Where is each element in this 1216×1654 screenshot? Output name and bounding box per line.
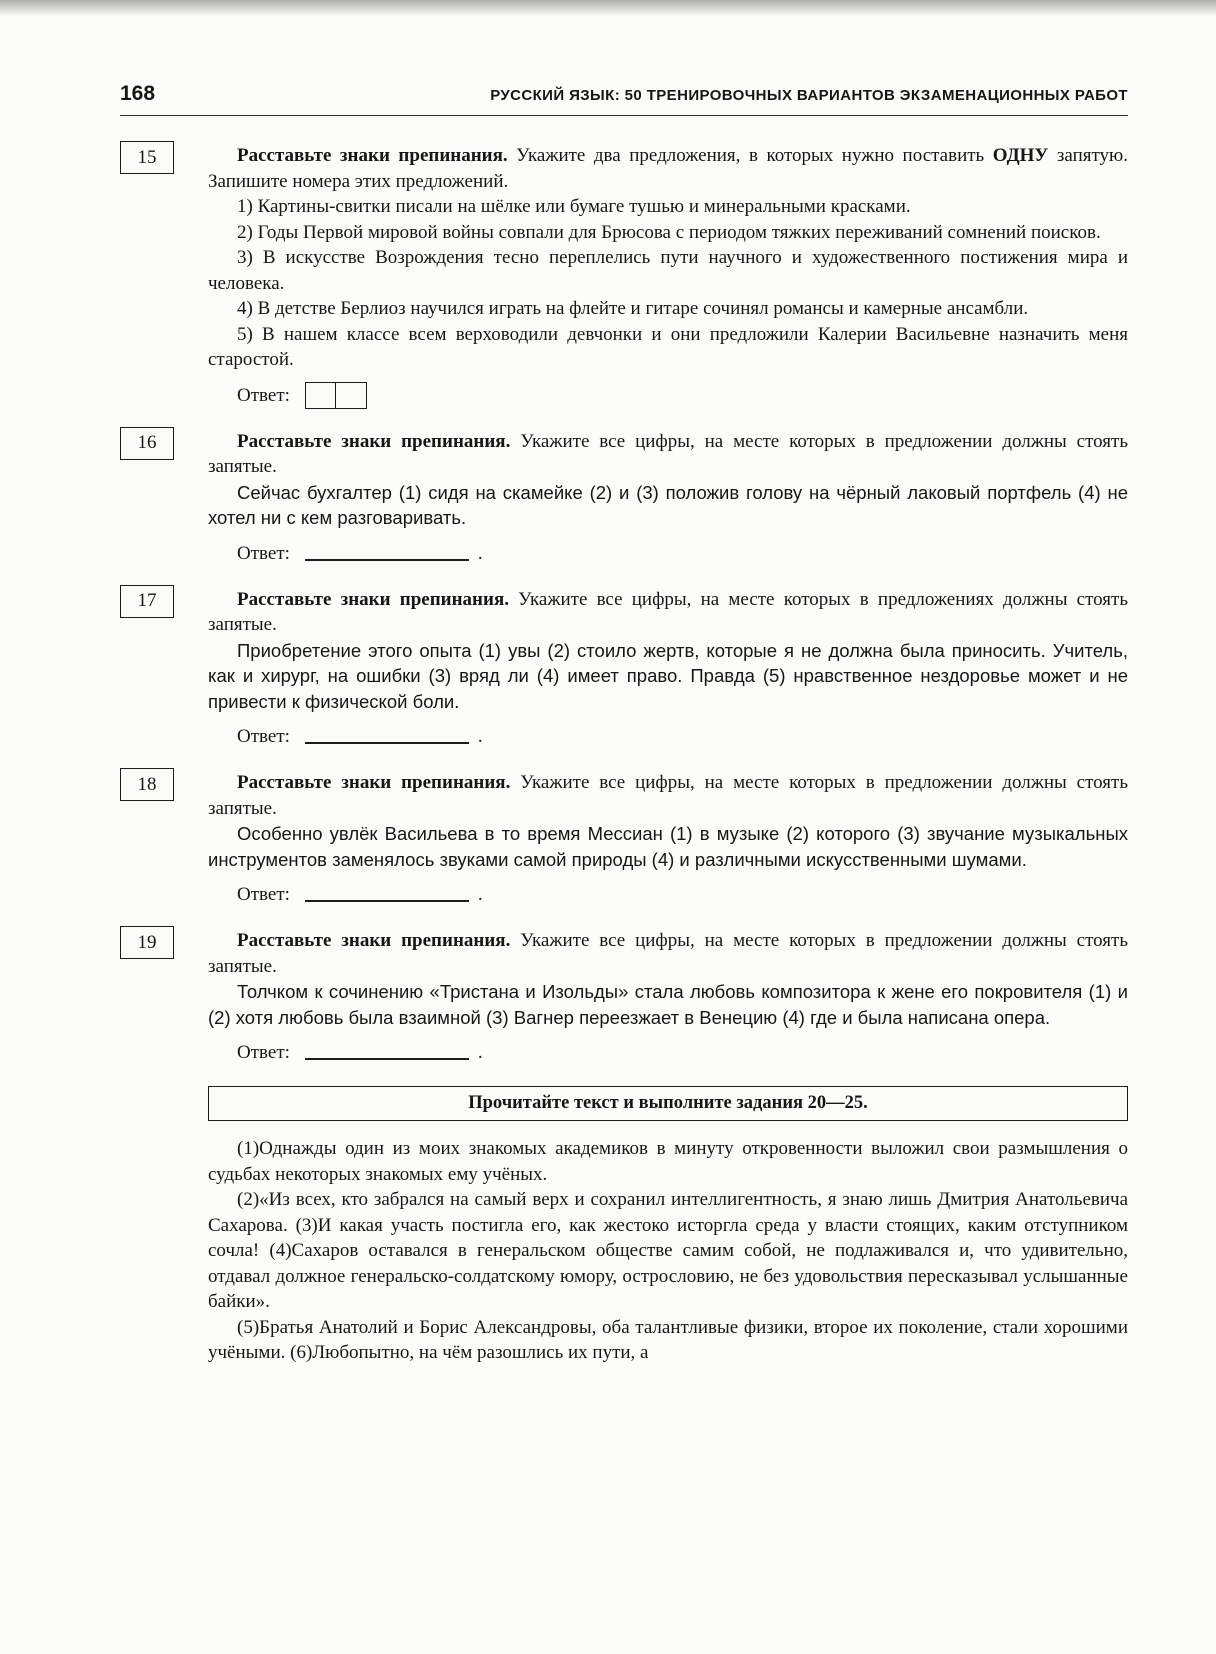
task-18-instruction-bold: Расставьте знаки препинания. <box>237 772 511 793</box>
task-18-instruction <box>208 770 1128 821</box>
task-19-answer-row <box>208 1039 1128 1066</box>
task-15-content <box>208 143 1128 409</box>
task-16 <box>120 429 1128 567</box>
task-19-content <box>208 928 1128 1066</box>
page-header <box>120 82 1128 106</box>
task-17-answer-blank-line <box>305 729 469 744</box>
task-18-content <box>208 770 1128 908</box>
task-16-answer-suffix: . <box>477 542 483 564</box>
task-17-instruction-rest: Укажите все цифры, на месте которых в предложениях должны стоять запятые. <box>208 588 1128 635</box>
task-19-instruction-bold: Расставьте знаки препинания. <box>237 930 511 951</box>
task-18-number-box <box>120 768 174 801</box>
task-19-instruction <box>208 928 1128 979</box>
task-15-answer-row <box>208 382 1128 409</box>
task-17-number-column <box>120 587 208 751</box>
task-19-answer-suffix: . <box>477 1042 483 1063</box>
reading-section <box>208 1086 1128 1366</box>
task-15-answer-cell-1 <box>305 382 336 409</box>
task-17-answer-suffix: . <box>477 726 483 747</box>
task-16-number-column <box>120 429 208 567</box>
task-15-number: 15 <box>137 146 157 168</box>
scan-edge-shadow <box>0 0 1216 16</box>
task-16-content <box>208 429 1128 567</box>
reading-paragraph-2: (2)«Из всех, кто забрался на самый верх и сохранил интеллигентность, я знаю лишь Дмитрия Анатольевича Сахарова. (3)И какая участь постигла его, как жестоко исторгла среда у власти стоящих, каким отступником сочла! (4)Сахаров оставался в генеральском обществе самим собой, не подлаживался и, что удивительно, отдавал должное генеральско-солдатскому юмору, острословию, не без удовольствия пересказывал услышанные байки». <box>208 1189 1128 1312</box>
task-16-instruction-rest: Укажите все цифры, на месте которых в предложении должны стоять запятые. <box>208 430 1128 477</box>
page-number: 168 <box>120 82 156 105</box>
task-16-sentence: Сейчас бухгалтер (1) сидя на скамейке (2) и (3) положив голову на чёрный лаковый портфель (4) не хотел ни с кем разговаривать. <box>208 481 1128 528</box>
task-19-sentence: Толчком к сочинению «Тристана и Изольды» стала любовь композитора к жене его покровителя (1) и (2) хотя любовь была взаимной (3) Вагнер переезжает в Венецию (4) где и была написана опера. <box>208 981 1128 1028</box>
task-19-answer-blank-line <box>305 1045 469 1060</box>
task-17-instruction-bold: Расставьте знаки препинания. <box>237 588 509 610</box>
task-15-instruction-mid: Укажите два предложения, в которых нужно поставить <box>507 145 993 166</box>
task-17-number: 17 <box>137 590 157 611</box>
task-17-number-box <box>120 585 174 618</box>
task-17-sentence: Приобретение этого опыта (1) увы (2) стоило жертв, которые я не должна была приносить. Учитель, как и хирург, на ошибки (3) вряд ли (4) имеет право. Правда (5) нравственное нездоровье может и не привести к физической боли. <box>208 639 1128 712</box>
reading-instruction: Прочитайте текст и выполните задания 20—25. <box>468 1093 868 1113</box>
task-15-instruction-emphasis: ОДНУ <box>992 145 1049 166</box>
task-16-number: 16 <box>137 432 157 453</box>
task-15-option-1: 1) Картины-свитки писали на шёлке или бумаге тушью и минеральными красками. <box>237 196 911 217</box>
task-17-instruction <box>208 587 1128 638</box>
task-15-instruction-end: запятую. Запишите номера этих предложений. <box>208 145 1128 192</box>
task-18-sentence: Особенно увлёк Васильева в то время Мессиан (1) в музыке (2) которого (3) звучание музыкальных инструментов заменялось звуками самой природы (4) и различными искусственными шумами. <box>208 823 1128 870</box>
task-15-answer-label: Ответ: <box>237 384 290 406</box>
task-16-answer-blank-line <box>305 546 469 561</box>
task-16-answer-row <box>208 540 1128 567</box>
task-18-instruction-rest: Укажите все цифры, на месте которых в предложении должны стоять запятые. <box>208 772 1128 819</box>
task-16-instruction-bold: Расставьте знаки препинания. <box>237 430 511 452</box>
reading-instruction-box <box>208 1086 1128 1121</box>
task-15-option-4: 4) В детстве Берлиоз научился играть на флейте и гитаре сочинял романсы и камерные ансамбли. <box>237 298 1029 319</box>
task-18-answer-suffix: . <box>477 884 483 905</box>
task-17-content <box>208 587 1128 751</box>
task-17-answer-label: Ответ: <box>237 726 290 747</box>
task-19-instruction-rest: Укажите все цифры, на месте которых в предложении должны стоять запятые. <box>208 930 1128 977</box>
task-15-number-box <box>120 141 174 174</box>
task-17-answer-row <box>208 723 1128 750</box>
task-15-instruction <box>208 143 1128 194</box>
task-18-number: 18 <box>137 773 157 795</box>
task-18-number-column <box>120 770 208 908</box>
task-19-number-column <box>120 928 208 1066</box>
task-17 <box>120 587 1128 751</box>
task-19-number: 19 <box>137 931 157 953</box>
task-16-number-box <box>120 427 174 460</box>
reading-paragraph-3: (5)Братья Анатолий и Борис Александровы, оба талантливые физики, второе их поколение, стали хорошими учёными. (6)Любопытно, на чём разошлись их пути, а <box>208 1316 1128 1363</box>
task-18-answer-blank-line <box>305 887 469 902</box>
task-15-option-5: 5) В нашем классе всем верховодили девчонки и они предложили Калерии Васильевне назначить меня старостой. <box>208 323 1128 370</box>
task-18-answer-row <box>208 881 1128 908</box>
task-16-instruction <box>208 429 1128 480</box>
task-15-answer-cell-2 <box>336 382 367 409</box>
task-19 <box>120 928 1128 1066</box>
reading-paragraph-1: (1)Однажды один из моих знакомых академиков в минуту откровенности выложил свои размышления о судьбах некоторых знакомых ему учёных. <box>208 1138 1128 1185</box>
task-18 <box>120 770 1128 908</box>
task-15 <box>120 143 1128 409</box>
task-18-answer-label: Ответ: <box>237 884 290 905</box>
task-16-answer-label: Ответ: <box>237 542 290 564</box>
task-15-option-2: 2) Годы Первой мировой войны совпали для Брюсова с периодом тяжких переживаний сомнений поисков. <box>237 221 1101 243</box>
task-15-answer-boxes <box>305 382 367 409</box>
header-rule <box>120 115 1128 116</box>
task-15-instruction-bold: Расставьте знаки препинания. <box>237 145 508 166</box>
task-19-number-box <box>120 926 174 959</box>
task-15-number-column <box>120 143 208 409</box>
task-15-option-3: 3) В искусстве Возрождения тесно переплелись пути научного и художественного постижения мира и человека. <box>208 247 1128 294</box>
running-head: РУССКИЙ ЯЗЫК: 50 ТРЕНИРОВОЧНЫХ ВАРИАНТОВ ЭКЗАМЕНАЦИОННЫХ РАБОТ <box>490 87 1128 104</box>
task-19-answer-label: Ответ: <box>237 1042 290 1063</box>
